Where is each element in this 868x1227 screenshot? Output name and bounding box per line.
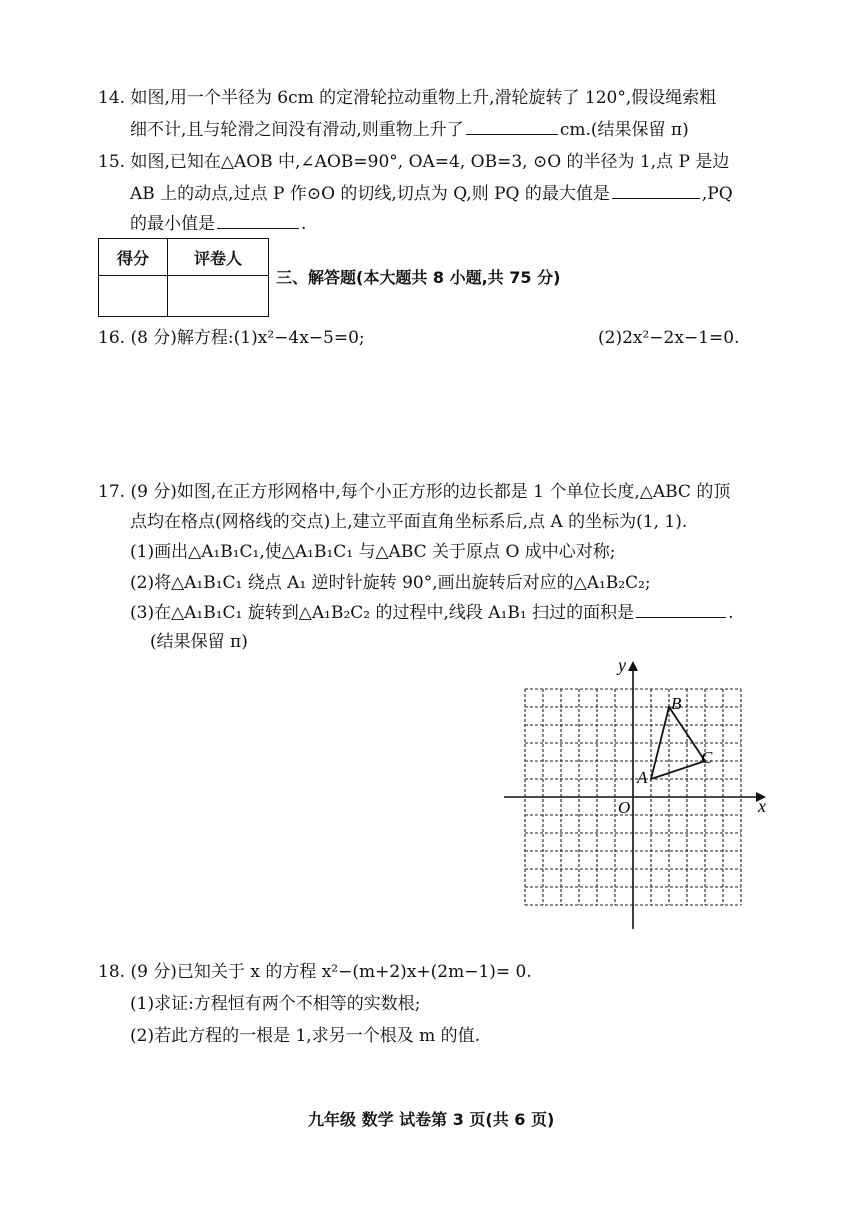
q15-line2-text: AB 上的动点,过点 P 作⊙O 的切线,切点为 Q,则 PQ 的最大值是 xyxy=(130,184,610,204)
q17-line1: 17. (9 分)如图,在正方形网格中,每个小正方形的边长都是 1 个单位长度,△ABC 的顶 xyxy=(98,482,731,502)
q17-sub3-text: (3)在△A₁B₁C₁ 旋转到△A₁B₂C₂ 的过程中,线段 A₁B₁ 扫过的面积是 xyxy=(130,603,635,623)
q17-sub3 xyxy=(130,601,734,625)
q15-line2-tail: ,PQ xyxy=(701,184,733,204)
x-axis-label: x xyxy=(758,796,766,816)
q18-line1: 18. (9 分)已知关于 x 的方程 x²−(m+2)x+(2m−1)= 0. xyxy=(98,962,532,982)
page-footer: 九年级 数学 试卷第 3 页(共 6 页) xyxy=(308,1110,555,1129)
q16-part1: 16. (8 分)解方程:(1)x²−4x−5=0; xyxy=(98,328,365,348)
section-3-heading: 三、解答题(本大题共 8 小题,共 75 分) xyxy=(276,268,561,287)
q17-sub3-tail: . xyxy=(728,603,734,623)
q17-area-blank[interactable] xyxy=(636,601,726,618)
q15-line3-tail: . xyxy=(301,214,307,234)
q15-line3 xyxy=(130,212,306,236)
q17-line2: 点均在格点(网格线的交点)上,建立平面直角坐标系后,点 A 的坐标为(1, 1). xyxy=(130,512,688,532)
point-b-label: B xyxy=(671,694,682,713)
q14-line2-unit: cm.(结果保留 π) xyxy=(559,120,689,140)
q14-answer-blank[interactable] xyxy=(466,118,558,135)
grader-cell[interactable] xyxy=(168,276,269,317)
point-a-label: A xyxy=(637,768,648,787)
y-axis-label: y xyxy=(618,655,626,675)
q16-part2: (2)2x²−2x−1=0. xyxy=(598,328,740,348)
q14-line1: 14. 如图,用一个半径为 6cm 的定滑轮拉动重物上升,滑轮旋转了 120°,假设绳索粗 xyxy=(98,88,717,108)
score-cell[interactable] xyxy=(99,276,168,317)
score-header: 得分 xyxy=(99,239,168,276)
grader-header: 评卷人 xyxy=(168,239,269,276)
q14-line2 xyxy=(130,118,689,142)
q17-note: (结果保留 π) xyxy=(150,632,248,652)
coordinate-grid-figure xyxy=(500,655,780,935)
y-axis-arrow-icon xyxy=(628,661,638,671)
q17-sub1: (1)画出△A₁B₁C₁,使△A₁B₁C₁ 与△ABC 关于原点 O 成中心对称; xyxy=(130,542,616,562)
score-table xyxy=(98,238,269,317)
q15-line1: 15. 如图,已知在△AOB 中,∠AOB=90°, OA=4, OB=3, ⊙O 的半径为 1,点 P 是边 xyxy=(98,152,730,172)
q17-sub2: (2)将△A₁B₁C₁ 绕点 A₁ 逆时针旋转 90°,画出旋转后对应的△A₁B₂C₂; xyxy=(130,573,651,593)
origin-label: O xyxy=(618,798,631,817)
q14-line2-text: 细不计,且与轮滑之间没有滑动,则重物上升了 xyxy=(130,120,464,140)
q15-line3-text: 的最小值是 xyxy=(130,214,215,234)
q18-sub2: (2)若此方程的一根是 1,求另一个根及 m 的值. xyxy=(130,1026,481,1046)
q15-min-blank[interactable] xyxy=(217,212,299,229)
q15-line2 xyxy=(130,182,733,206)
point-c-label: C xyxy=(701,748,713,767)
q15-max-blank[interactable] xyxy=(612,182,700,199)
q18-sub1: (1)求证:方程恒有两个不相等的实数根; xyxy=(130,994,421,1014)
